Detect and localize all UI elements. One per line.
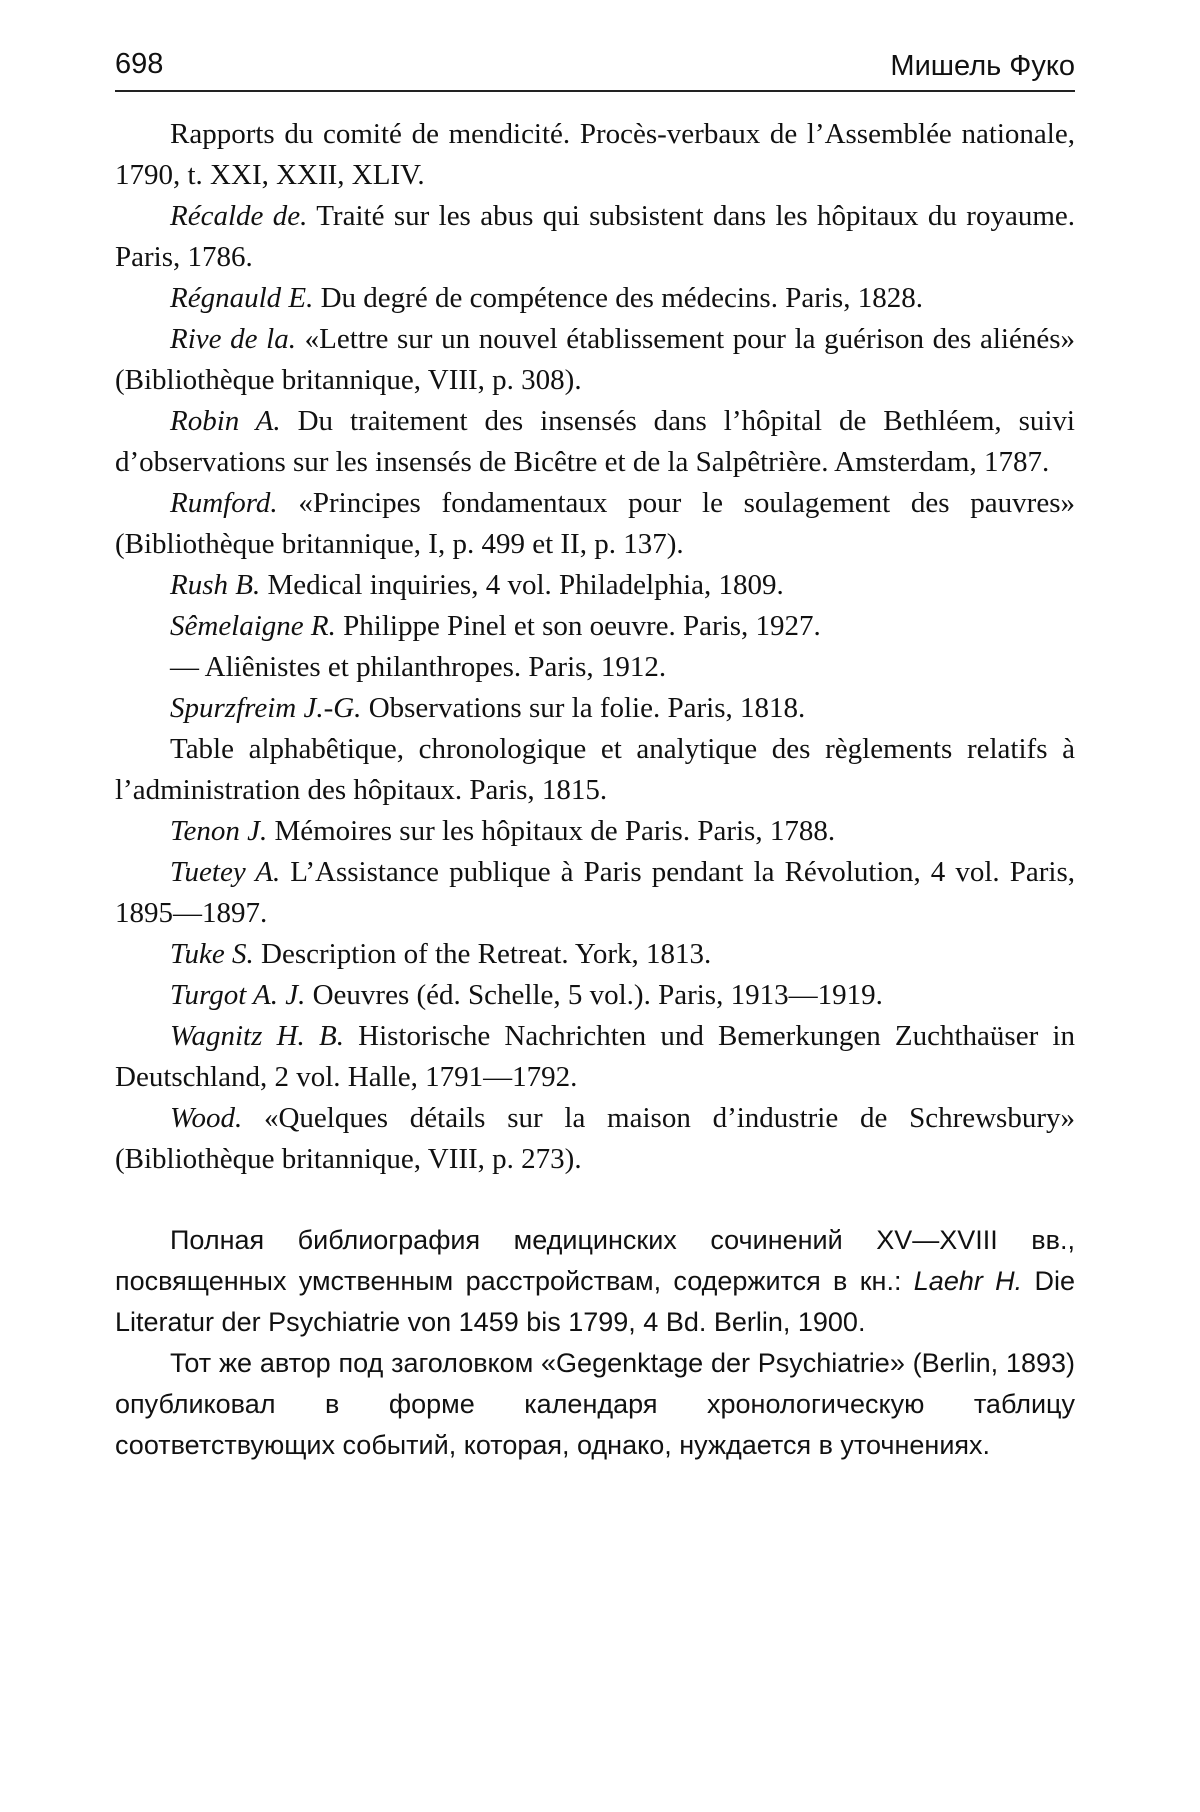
bibliography-entry [115,729,1075,811]
entry-author: Tuke S. [170,938,254,970]
entry-author: Tuetey A. [170,856,281,888]
bibliography-entry [115,319,1075,401]
entry-author: Turgot A. J. [170,979,306,1011]
bibliography-entry [115,278,1075,319]
entry-text: Traité sur les abus qui subsistent dans les hôpitaux du royaume. Paris, 1786. [115,200,1075,273]
entry-text: — Aliênistes et philanthropes. Paris, 1912. [170,651,667,683]
entry-text: Mémoires sur les hôpitaux de Paris. Paris, 1788. [267,815,836,847]
entry-author: Régnauld E. [170,282,314,314]
note-text: Полная библиография медицинских сочинений XV—XVIII вв., посвященных умственным расстройствам, содержится в кн.: [115,1225,1075,1296]
entry-text: Oeuvres (éd. Schelle, 5 vol.). Paris, 1913—1919. [305,979,883,1011]
bibliographic-note [115,1220,1075,1466]
entry-author: Rush B. [170,569,261,601]
bibliography-entry [115,1098,1075,1180]
bibliography-entry [115,688,1075,729]
entry-author: Spurzfreim J.-G. [170,692,362,724]
note-paragraph: Тот же автор под заголовком «Gegenktage der Psychiatrie» (Berlin, 1893) опубликовал в форме календаря хронологическую таблицу соответствующих событий, которая, однако, нуждается в уточнениях. [115,1348,1075,1460]
entry-text: «Lettre sur un nouvel établissement pour la guérison des aliénés» (Bibliothèque britannique, VIII, p. 308). [115,323,1075,396]
running-head [115,40,1075,92]
note-text: Die Literatur der Psychiatrie von 1459 bis 1799, 4 Bd. Berlin, 1900. [115,1266,1076,1337]
entry-text: Medical inquiries, 4 vol. Philadelphia, 1809. [260,569,784,601]
running-title: Мишель Фуко [890,50,1075,82]
entry-text: Du degré de compétence des médecins. Paris, 1828. [313,282,923,314]
bibliography-entry [115,811,1075,852]
entry-author: Rive de la. [170,323,296,355]
entry-text: Historische Nachrichten und Bemerkungen Zuchthaüser in Deutschland, 2 vol. Halle, 1791—1792. [115,1020,1075,1093]
entry-text: «Quelques détails sur la maison d’industrie de Schrewsbury» (Bibliothèque britannique, VIII, p. 273). [115,1102,1075,1175]
entry-text: Rapports du comité de mendicité. Procès-verbaux de l’Assemblée nationale, 1790, t. XXI, XXII, XLIV. [115,118,1075,191]
entry-text: Du traitement des insensés dans l’hôpital de Bethléem, suivi d’observations sur les insensés de Bicêtre et de la Salpêtrière. Amsterdam, 1787. [115,405,1075,478]
entry-author: Robin A. [170,405,281,437]
bibliography-entry [115,196,1075,278]
book-page [115,40,1075,1466]
bibliography-entry [115,483,1075,565]
entry-author: Rumford. [170,487,278,519]
note-paragraph [115,1220,1075,1343]
entry-text: «Principes fondamentaux pour le soulagement des pauvres» (Bibliothèque britannique, I, p. 499 et II, p. 137). [115,487,1075,560]
bibliography-entry [115,934,1075,975]
bibliography-entry [115,852,1075,934]
entry-author: Tenon J. [170,815,268,847]
entry-author: Wagnitz H. B. [170,1020,344,1052]
note-author: Laehr H. [913,1266,1023,1296]
bibliography-entry [115,1016,1075,1098]
bibliography-entry [115,401,1075,483]
page-number: 698 [115,48,164,80]
entry-text: Observations sur la folie. Paris, 1818. [361,692,806,724]
bibliography-entry [115,647,1075,688]
entry-author: Wood. [170,1102,243,1134]
bibliography-entry [115,114,1075,196]
entry-text: Table alphabêtique, chronologique et analytique des règlements relatifs à l’administration des hôpitaux. Paris, 1815. [115,733,1075,806]
bibliography-list [115,114,1075,1180]
entry-text: Description of the Retreat. York, 1813. [253,938,712,970]
entry-author: Récalde de. [170,200,308,232]
bibliography-entry [115,606,1075,647]
entry-author: Sêmelaigne R. [170,610,336,642]
bibliography-entry [115,975,1075,1016]
entry-text: L’Assistance publique à Paris pendant la Révolution, 4 vol. Paris, 1895—1897. [115,856,1075,929]
bibliography-entry [115,565,1075,606]
entry-text: Philippe Pinel et son oeuvre. Paris, 1927. [335,610,821,642]
